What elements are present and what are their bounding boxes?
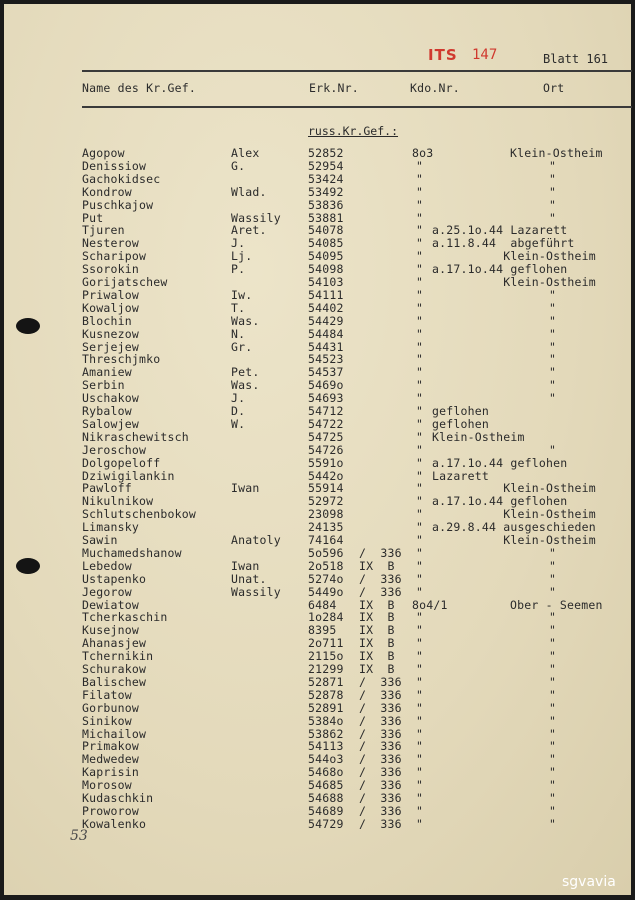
row-kdo-nr: " <box>416 275 424 289</box>
row-name: Gachokidsec <box>82 171 161 186</box>
row-camp: / 336 <box>359 571 402 586</box>
row-kdo-nr: " <box>416 558 424 573</box>
row-erk-nr: 52871 <box>308 674 344 689</box>
row-kdo-nr: " <box>416 262 424 277</box>
row-kdo-nr: " <box>416 313 424 328</box>
row-first-name: Wlad. <box>231 184 267 199</box>
row-first-name: W. <box>231 416 246 431</box>
row-camp: IX B <box>359 649 395 664</box>
row-erk-nr: 52878 <box>308 687 344 702</box>
row-erk-nr: 74164 <box>308 533 344 547</box>
row-kdo-nr: " <box>416 713 424 728</box>
row-kdo-nr: " <box>416 378 424 393</box>
row-camp: IX B <box>359 636 395 651</box>
row-kdo-nr: 8o4/1 <box>412 597 448 612</box>
row-kdo-nr: " <box>416 520 424 535</box>
row-erk-nr: 8395 <box>308 623 337 638</box>
row-kdo-nr: " <box>416 610 424 625</box>
row-ort: " <box>549 378 557 393</box>
row-erk-nr: 54537 <box>308 365 344 380</box>
handwritten-note: 53 <box>70 828 88 844</box>
row-first-name: P. <box>231 262 246 277</box>
row-ort: " <box>549 184 557 199</box>
row-ort: geflohen <box>432 416 489 431</box>
row-kdo-nr: " <box>416 300 424 315</box>
row-kdo-nr: " <box>416 700 424 715</box>
row-ort: " <box>549 584 557 599</box>
row-ort: geflohen <box>432 404 489 418</box>
row-ort: a.29.8.44 ausgeschieden <box>432 520 596 535</box>
row-kdo-nr: " <box>416 752 424 767</box>
row-erk-nr: 54429 <box>308 313 344 328</box>
row-name: Jeroschow <box>82 442 147 457</box>
row-kdo-nr: " <box>416 442 424 457</box>
row-erk-nr: 53424 <box>308 171 344 186</box>
row-first-name: Aret. <box>231 223 267 238</box>
row-camp: / 336 <box>359 778 402 793</box>
row-name: Tcherkaschin <box>82 610 168 625</box>
row-camp: IX B <box>359 662 395 676</box>
row-ort: " <box>549 442 557 457</box>
row-kdo-nr: " <box>416 662 424 676</box>
row-name: Kondrow <box>82 184 132 199</box>
row-ort: " <box>549 352 557 367</box>
row-erk-nr: 23098 <box>308 507 344 522</box>
row-first-name: T. <box>231 300 246 315</box>
row-ort: " <box>549 636 557 651</box>
row-kdo-nr: " <box>416 816 424 831</box>
row-name: Kudaschkin <box>82 791 154 805</box>
row-ort: " <box>549 391 557 406</box>
row-erk-nr: 52852 <box>308 146 344 160</box>
row-name: Denissiow <box>82 158 147 173</box>
row-ort: " <box>549 210 557 225</box>
row-ort: " <box>549 571 557 586</box>
row-ort: " <box>549 326 557 341</box>
row-kdo-nr: " <box>416 223 424 238</box>
row-camp: / 336 <box>359 713 402 728</box>
row-erk-nr: 6484 <box>308 597 337 612</box>
row-name: Puschkajow <box>82 197 154 212</box>
row-kdo-nr: " <box>416 584 424 599</box>
row-name: Kusejnow <box>82 623 139 638</box>
row-ort: " <box>549 778 557 793</box>
row-name: Sinikow <box>82 713 132 728</box>
row-kdo-nr: " <box>416 739 424 754</box>
row-ort: Klein-Ostheim <box>432 533 596 547</box>
row-camp: IX B <box>359 558 395 573</box>
row-camp: / 336 <box>359 765 402 780</box>
row-kdo-nr: " <box>416 455 424 470</box>
stamp-number: 147 <box>472 47 498 63</box>
row-erk-nr: 5o596 <box>308 545 344 560</box>
row-erk-nr: 54085 <box>308 236 344 251</box>
row-kdo-nr: " <box>416 416 424 431</box>
row-ort: Klein-Ostheim <box>432 481 596 496</box>
row-name: Agopow <box>82 146 125 160</box>
row-ort: " <box>549 816 557 831</box>
row-name: Amaniew <box>82 365 132 380</box>
row-erk-nr: 5442o <box>308 468 344 483</box>
row-ort: " <box>549 313 557 328</box>
row-first-name: Gr. <box>231 339 253 354</box>
row-kdo-nr: " <box>416 158 424 173</box>
row-camp: IX B <box>359 597 395 612</box>
row-name: Balischew <box>82 674 147 689</box>
its-stamp: ITS <box>428 46 458 64</box>
section-title: russ.Kr.Gef.: <box>308 124 399 138</box>
row-erk-nr: 544o3 <box>308 752 344 767</box>
row-name: Schlutschenbokow <box>82 507 196 522</box>
column-header-kdo: Kdo.Nr. <box>410 81 460 95</box>
row-ort: a.11.8.44 abgeführt <box>432 236 575 251</box>
row-ort: " <box>549 545 557 560</box>
row-kdo-nr: " <box>416 468 424 483</box>
row-name: Sawin <box>82 533 118 547</box>
row-erk-nr: 2o518 <box>308 558 344 573</box>
row-name: Pawloff <box>82 481 132 496</box>
row-erk-nr: 54113 <box>308 739 344 754</box>
row-name: Serbin <box>82 378 125 393</box>
row-kdo-nr: " <box>416 184 424 199</box>
row-name: Tjuren <box>82 223 125 238</box>
row-kdo-nr: " <box>416 391 424 406</box>
row-first-name: Anatoly <box>231 533 281 547</box>
row-name: Jegorow <box>82 584 132 599</box>
row-erk-nr: 2o711 <box>308 636 344 651</box>
row-name: Michailow <box>82 726 147 741</box>
row-erk-nr: 5449o <box>308 584 344 599</box>
row-name: Proworow <box>82 803 139 818</box>
row-name: Muchamedshanow <box>82 545 182 560</box>
row-ort: " <box>549 726 557 741</box>
row-erk-nr: 55914 <box>308 481 344 496</box>
row-erk-nr: 53862 <box>308 726 344 741</box>
row-erk-nr: 54722 <box>308 416 344 431</box>
row-kdo-nr: " <box>416 778 424 793</box>
row-ort: Klein-Ostheim <box>432 507 596 522</box>
row-kdo-nr: " <box>416 674 424 689</box>
row-ort: " <box>549 300 557 315</box>
row-first-name: Unat. <box>231 571 267 586</box>
row-name: Priwalow <box>82 287 139 302</box>
row-ort: a.25.1o.44 Lazarett <box>432 223 568 238</box>
row-camp: IX B <box>359 623 395 638</box>
row-ort: a.17.1o.44 geflohen <box>432 455 568 470</box>
row-name: Scharipow <box>82 249 147 264</box>
row-camp: / 336 <box>359 791 402 805</box>
row-first-name: Was. <box>231 313 260 328</box>
row-kdo-nr: " <box>416 687 424 702</box>
row-name: Dolgopeloff <box>82 455 161 470</box>
sheet-number: Blatt 161 <box>543 52 609 66</box>
row-kdo-nr: " <box>416 649 424 664</box>
row-erk-nr: 54725 <box>308 429 344 444</box>
row-erk-nr: 1o284 <box>308 610 344 625</box>
row-first-name: Iw. <box>231 287 253 302</box>
row-ort: " <box>549 803 557 818</box>
row-erk-nr: 54111 <box>308 287 344 302</box>
row-erk-nr: 5468o <box>308 765 344 780</box>
row-first-name: Iwan <box>231 481 260 496</box>
row-kdo-nr: " <box>416 545 424 560</box>
row-first-name: Alex <box>231 146 260 160</box>
row-erk-nr: 5591o <box>308 455 344 470</box>
row-erk-nr: 5469o <box>308 378 344 393</box>
row-first-name: Iwan <box>231 558 260 573</box>
row-name: Lebedow <box>82 558 132 573</box>
row-name: Blochin <box>82 313 132 328</box>
row-first-name: Wassily <box>231 584 281 599</box>
row-erk-nr: 52891 <box>308 700 344 715</box>
row-erk-nr: 54726 <box>308 442 344 457</box>
row-name: Tchernikin <box>82 649 154 664</box>
row-name: Ustapenko <box>82 571 147 586</box>
row-name: Threschjmko <box>82 352 161 367</box>
row-erk-nr: 53836 <box>308 197 344 212</box>
row-kdo-nr: " <box>416 623 424 638</box>
row-erk-nr: 5384o <box>308 713 344 728</box>
row-name: Limansky <box>82 520 139 535</box>
row-ort: " <box>549 558 557 573</box>
row-name: Filatow <box>82 687 132 702</box>
row-name: Uschakow <box>82 391 139 406</box>
row-name: Rybalow <box>82 404 132 418</box>
header-rule-top <box>82 70 632 72</box>
row-name: Salowjew <box>82 416 139 431</box>
column-header-erk: Erk.Nr. <box>309 81 359 95</box>
row-erk-nr: 54095 <box>308 249 344 264</box>
row-kdo-nr: " <box>416 533 424 547</box>
row-camp: / 336 <box>359 752 402 767</box>
row-ort: a.17.1o.44 geflohen <box>432 494 568 509</box>
row-erk-nr: 54693 <box>308 391 344 406</box>
row-camp: / 336 <box>359 674 402 689</box>
row-kdo-nr: " <box>416 803 424 818</box>
row-kdo-nr: " <box>416 404 424 418</box>
row-ort: " <box>549 623 557 638</box>
row-ort: " <box>549 339 557 354</box>
row-ort: Klein-Ostheim <box>510 146 603 160</box>
row-erk-nr: 54685 <box>308 778 344 793</box>
row-name: Dewiatow <box>82 597 139 612</box>
row-kdo-nr: " <box>416 571 424 586</box>
row-erk-nr: 54688 <box>308 791 344 805</box>
row-erk-nr: 54689 <box>308 803 344 818</box>
row-kdo-nr: " <box>416 636 424 651</box>
row-ort: " <box>549 610 557 625</box>
row-erk-nr: 21299 <box>308 662 344 676</box>
row-camp: / 336 <box>359 816 402 831</box>
row-kdo-nr: " <box>416 365 424 380</box>
row-kdo-nr: " <box>416 494 424 509</box>
row-name: Nikulnikow <box>82 494 154 509</box>
row-name: Ahanasjew <box>82 636 147 651</box>
row-ort: " <box>549 713 557 728</box>
row-kdo-nr: " <box>416 726 424 741</box>
row-ort: " <box>549 687 557 702</box>
row-camp: IX B <box>359 610 395 625</box>
row-name: Kowaljow <box>82 300 139 315</box>
row-ort: " <box>549 765 557 780</box>
row-name: Ssorokin <box>82 262 139 277</box>
row-ort: Klein-Ostheim <box>432 275 596 289</box>
column-header-ort: Ort <box>543 81 565 95</box>
row-first-name: N. <box>231 326 246 341</box>
row-first-name: G. <box>231 158 246 173</box>
row-first-name: J. <box>231 236 246 251</box>
row-name: Medwedew <box>82 752 139 767</box>
row-erk-nr: 53881 <box>308 210 344 225</box>
row-kdo-nr: " <box>416 481 424 496</box>
row-camp: / 336 <box>359 545 402 560</box>
row-name: Nikraschewitsch <box>82 429 189 444</box>
row-kdo-nr: " <box>416 507 424 522</box>
row-ort: Klein-Ostheim <box>432 429 525 444</box>
row-kdo-nr: " <box>416 429 424 444</box>
row-kdo-nr: " <box>416 210 424 225</box>
row-camp: / 336 <box>359 726 402 741</box>
row-kdo-nr: " <box>416 236 424 251</box>
row-ort: " <box>549 649 557 664</box>
row-first-name: Pet. <box>231 365 260 380</box>
document-page <box>4 4 631 895</box>
row-first-name: D. <box>231 404 246 418</box>
row-name: Kusnezow <box>82 326 139 341</box>
row-ort: " <box>549 700 557 715</box>
row-first-name: J. <box>231 391 246 406</box>
row-erk-nr: 5274o <box>308 571 344 586</box>
row-kdo-nr: " <box>416 287 424 302</box>
row-erk-nr: 53492 <box>308 184 344 199</box>
row-erk-nr: 54431 <box>308 339 344 354</box>
row-name: Gorijatschew <box>82 275 168 289</box>
row-ort: " <box>549 662 557 676</box>
row-erk-nr: 54078 <box>308 223 344 238</box>
row-ort: " <box>549 752 557 767</box>
row-erk-nr: 2115o <box>308 649 344 664</box>
row-kdo-nr: " <box>416 791 424 805</box>
punch-hole-upper <box>16 318 40 334</box>
row-kdo-nr: " <box>416 339 424 354</box>
row-erk-nr: 54103 <box>308 275 344 289</box>
row-kdo-nr: " <box>416 197 424 212</box>
punch-hole-lower <box>16 558 40 574</box>
row-ort: " <box>549 739 557 754</box>
row-erk-nr: 54098 <box>308 262 344 277</box>
row-erk-nr: 52972 <box>308 494 344 509</box>
row-ort: " <box>549 287 557 302</box>
row-erk-nr: 54402 <box>308 300 344 315</box>
row-kdo-nr: " <box>416 326 424 341</box>
row-kdo-nr: " <box>416 765 424 780</box>
row-camp: / 336 <box>359 700 402 715</box>
row-ort: " <box>549 791 557 805</box>
row-name: Put <box>82 210 104 225</box>
row-name: Kowalenko <box>82 816 147 831</box>
row-first-name: Lj. <box>231 249 253 264</box>
row-name: Dziwigilankin <box>82 468 175 483</box>
row-name: Morosow <box>82 778 132 793</box>
row-camp: / 336 <box>359 803 402 818</box>
row-ort: " <box>549 197 557 212</box>
row-camp: / 336 <box>359 687 402 702</box>
header-rule-bottom <box>82 106 632 108</box>
watermark: sgvavia <box>562 874 616 890</box>
row-ort: " <box>549 158 557 173</box>
row-erk-nr: 52954 <box>308 158 344 173</box>
row-name: Nesterow <box>82 236 139 251</box>
row-camp: / 336 <box>359 584 402 599</box>
row-name: Kaprisin <box>82 765 139 780</box>
row-kdo-nr: " <box>416 249 424 264</box>
row-ort: " <box>549 365 557 380</box>
row-kdo-nr: " <box>416 171 424 186</box>
row-erk-nr: 54523 <box>308 352 344 367</box>
row-ort: Lazarett <box>432 468 489 483</box>
row-ort: " <box>549 674 557 689</box>
row-name: Serjejew <box>82 339 139 354</box>
row-kdo-nr: 8o3 <box>412 146 434 160</box>
row-first-name: Wassily <box>231 210 281 225</box>
row-name: Schurakow <box>82 662 147 676</box>
row-erk-nr: 54484 <box>308 326 344 341</box>
row-ort: " <box>549 171 557 186</box>
row-kdo-nr: " <box>416 352 424 367</box>
row-ort: a.17.1o.44 geflohen <box>432 262 568 277</box>
row-erk-nr: 54729 <box>308 816 344 831</box>
row-first-name: Was. <box>231 378 260 393</box>
row-name: Primakow <box>82 739 139 754</box>
row-ort: Klein-Ostheim <box>432 249 596 264</box>
row-erk-nr: 24135 <box>308 520 344 535</box>
row-name: Gorbunow <box>82 700 139 715</box>
row-erk-nr: 54712 <box>308 404 344 418</box>
column-header-name: Name des Kr.Gef. <box>82 81 196 95</box>
row-camp: / 336 <box>359 739 402 754</box>
row-ort: Ober - Seemen <box>510 597 603 612</box>
